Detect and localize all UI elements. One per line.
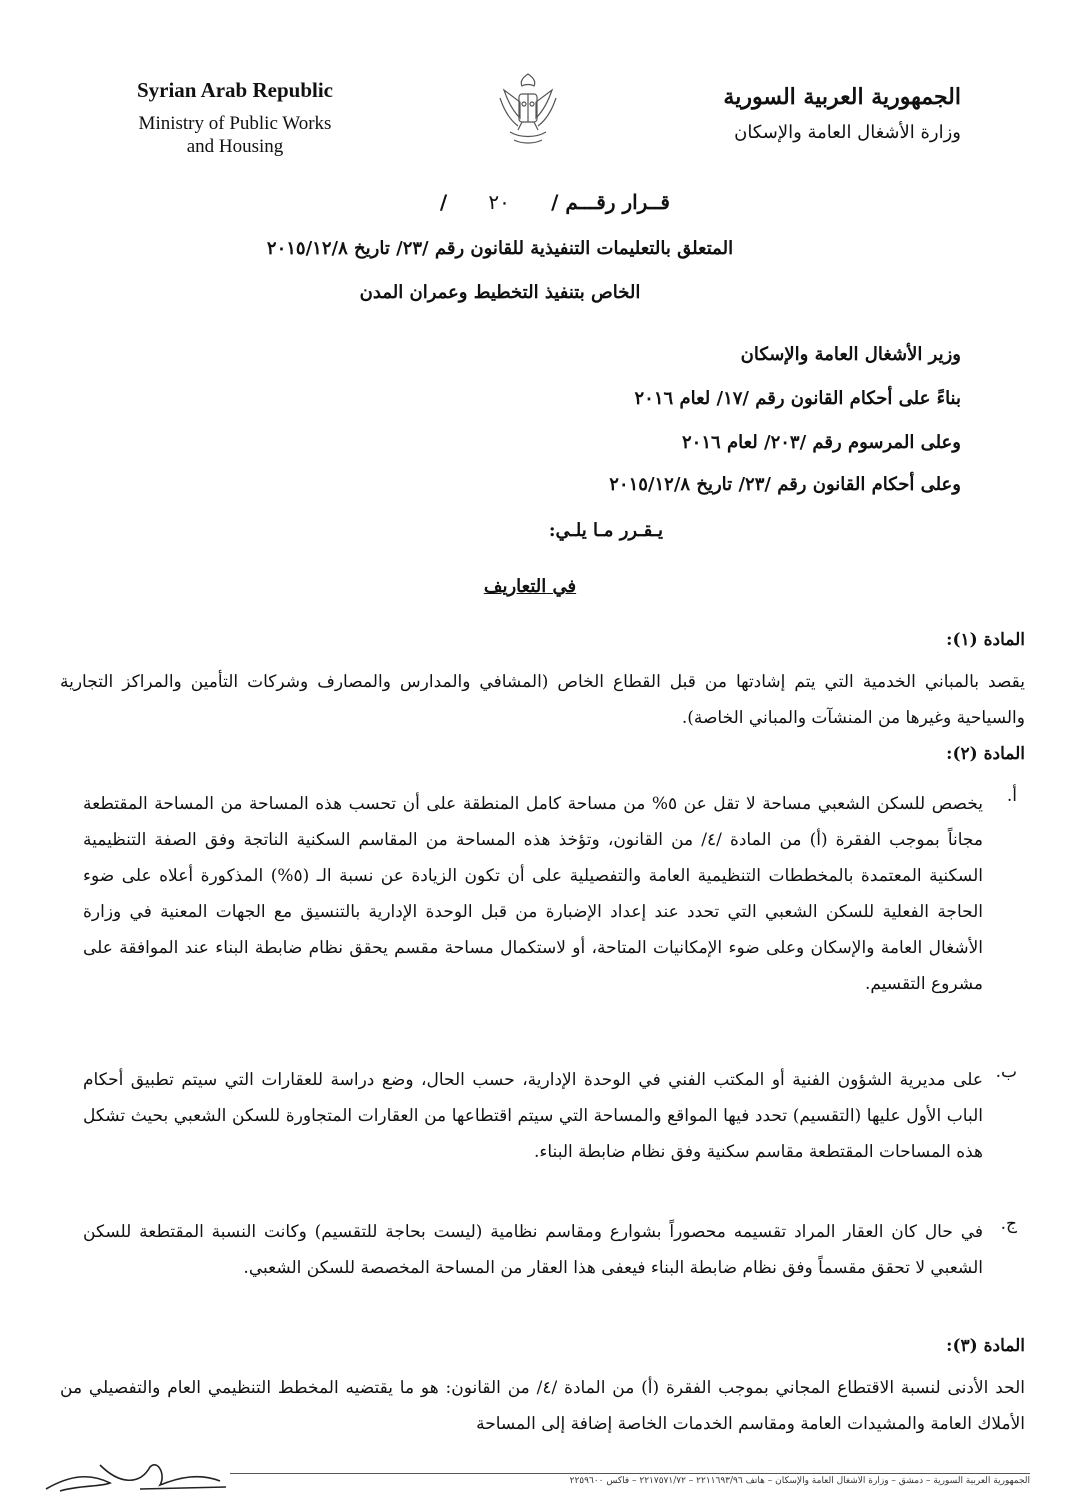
decision-label: قــرار رقـــم / [551, 190, 670, 214]
decision-title-line2: الخاص بتنفيذ التخطيط وعمران المدن [359, 282, 641, 303]
decision-number-line [340, 190, 670, 214]
article-2-title: المادة (٢): [946, 744, 1025, 764]
ar-country-name: الجمهورية العربية السورية [723, 84, 961, 110]
preamble-minister: وزير الأشغال العامة والإسكان [740, 344, 961, 365]
decision-title-line1: المتعلق بالتعليمات التنفيذية للقانون رقم /٢٣/ تاريخ ٢٠١٥/١٢/٨ [266, 238, 734, 259]
article-2-item-a-text: يخصص للسكن الشعبي مساحة لا تقل عن ٥% من مساحة كامل المنطقة على أن تحسب هذه المساحة من المساحة المقتطعة مجاناً بموجب الفقرة (أ) من المادة /٤/ من القانون، وتؤخذ هذه المساحة من المقاسم السكنية الناتجة وفق الصفة التنظيمية السكنية المعتمدة بالمخططات التنظيمية العامة والتفصيلية على أن تكون الزيادة عن نسبة الـ (٥%) المذكورة أعلاه على ضوء الحاجة الفعلية للسكن الشعبي التي تحدد عند إعداد الإضبارة من قبل الوحدة الإدارية بالتنسيق مع الجهات المعنية في وزارة الأشغال العامة والإسكان وعلى ضوء الإمكانيات المتاحة، أو لاستكمال مساحة مقسم يحقق نظام ضابطة البناء عند الموافقة على مشروع التقسيم. [83, 794, 984, 994]
en-ministry-name [100, 112, 370, 158]
article-2-item-b-text: على مديرية الشؤون الفنية أو المكتب الفني في الوحدة الإدارية، حسب الحال، وضع دراسة للعقارات التي سيتم تطبيق أحكام الباب الأول عليها (التقسيم) تحدد فيها المواقع والمساحة التي سيتم اقتطاعها من العقارات المتجاورة للسكن الشعبي بحيث تشكل هذه المساحات المقتطعة مقاسم سكنية وفق نظام ضابطة البناء. [83, 1070, 983, 1162]
handwritten-signature [40, 1455, 230, 1495]
article-3-text: الحد الأدنى لنسبة الاقتطاع المجاني بموجب الفقرة (أ) من المادة /٤/ من القانون: هو ما يقتضيه المخطط التنظيمي العام والتفصيلي من الأملاك العامة والمشيدات العامة ومقاسم الخدمات الخاصة إضافة إلى المساحة [60, 1378, 1025, 1434]
article-2-item-c-letter: ج. [1000, 1214, 1017, 1234]
decides-heading: يـقـرر مـا يلـي: [548, 520, 663, 541]
decision-slash: / [439, 190, 448, 214]
en-country-name: Syrian Arab Republic [136, 78, 334, 102]
section-heading: في التعاريف [483, 576, 577, 597]
ar-ministry-name: وزارة الأشغال العامة والإسكان [734, 122, 961, 143]
preamble-law-23: وعلى أحكام القانون رقم /٢٣/ تاريخ ٢٠١٥/١٢/٨ [609, 474, 961, 495]
article-3-title: المادة (٣): [946, 1336, 1025, 1356]
decision-number-handwritten: ٢٠ [488, 190, 510, 214]
footer-rule [230, 1473, 1030, 1474]
preamble-decree-203: وعلى المرسوم رقم /٢٠٣/ لعام ٢٠١٦ [682, 432, 961, 453]
article-1-title: المادة (١): [946, 630, 1025, 650]
en-ministry-line2: and Housing [186, 136, 284, 157]
article-2-item-a-letter: أ. [1006, 786, 1017, 806]
footer-contact: الجمهورية العربية السورية – دمشق – وزارة الأشغال العامة والإسكان – هاتف ٢٢١١٦٩٣/٩٦ – ٢٢١٧٥٧١/٧٢ – فاكس ٢٢٥٩٦٠٠ [569, 1476, 1030, 1486]
preamble-law-17: بناءً على أحكام القانون رقم /١٧/ لعام ٢٠١٦ [634, 388, 961, 409]
article-1-text: يقصد بالمباني الخدمية التي يتم إشادتها من قبل القطاع الخاص (المشافي والمدارس والمصارف وشركات التأمين والمراكز التجارية والسياحية وغيرها من المنشآت والمباني الخاصة). [60, 672, 1025, 728]
article-2-item-c-text: في حال كان العقار المراد تقسيمه محصوراً بشوارع ومقاسم نظامية (ليست بحاجة للتقسيم) وكانت النسبة المقتطعة للسكن الشعبي لا تحقق مقسماً وفق نظام ضابطة البناء فيعفى هذا العقار من المساحة المخصصة للسكن الشعبي. [83, 1222, 983, 1278]
article-2-item-b-letter: ب. [995, 1062, 1017, 1082]
en-ministry-line1: Ministry of Public Works [138, 113, 332, 134]
syrian-eagle-emblem-icon [492, 68, 564, 156]
